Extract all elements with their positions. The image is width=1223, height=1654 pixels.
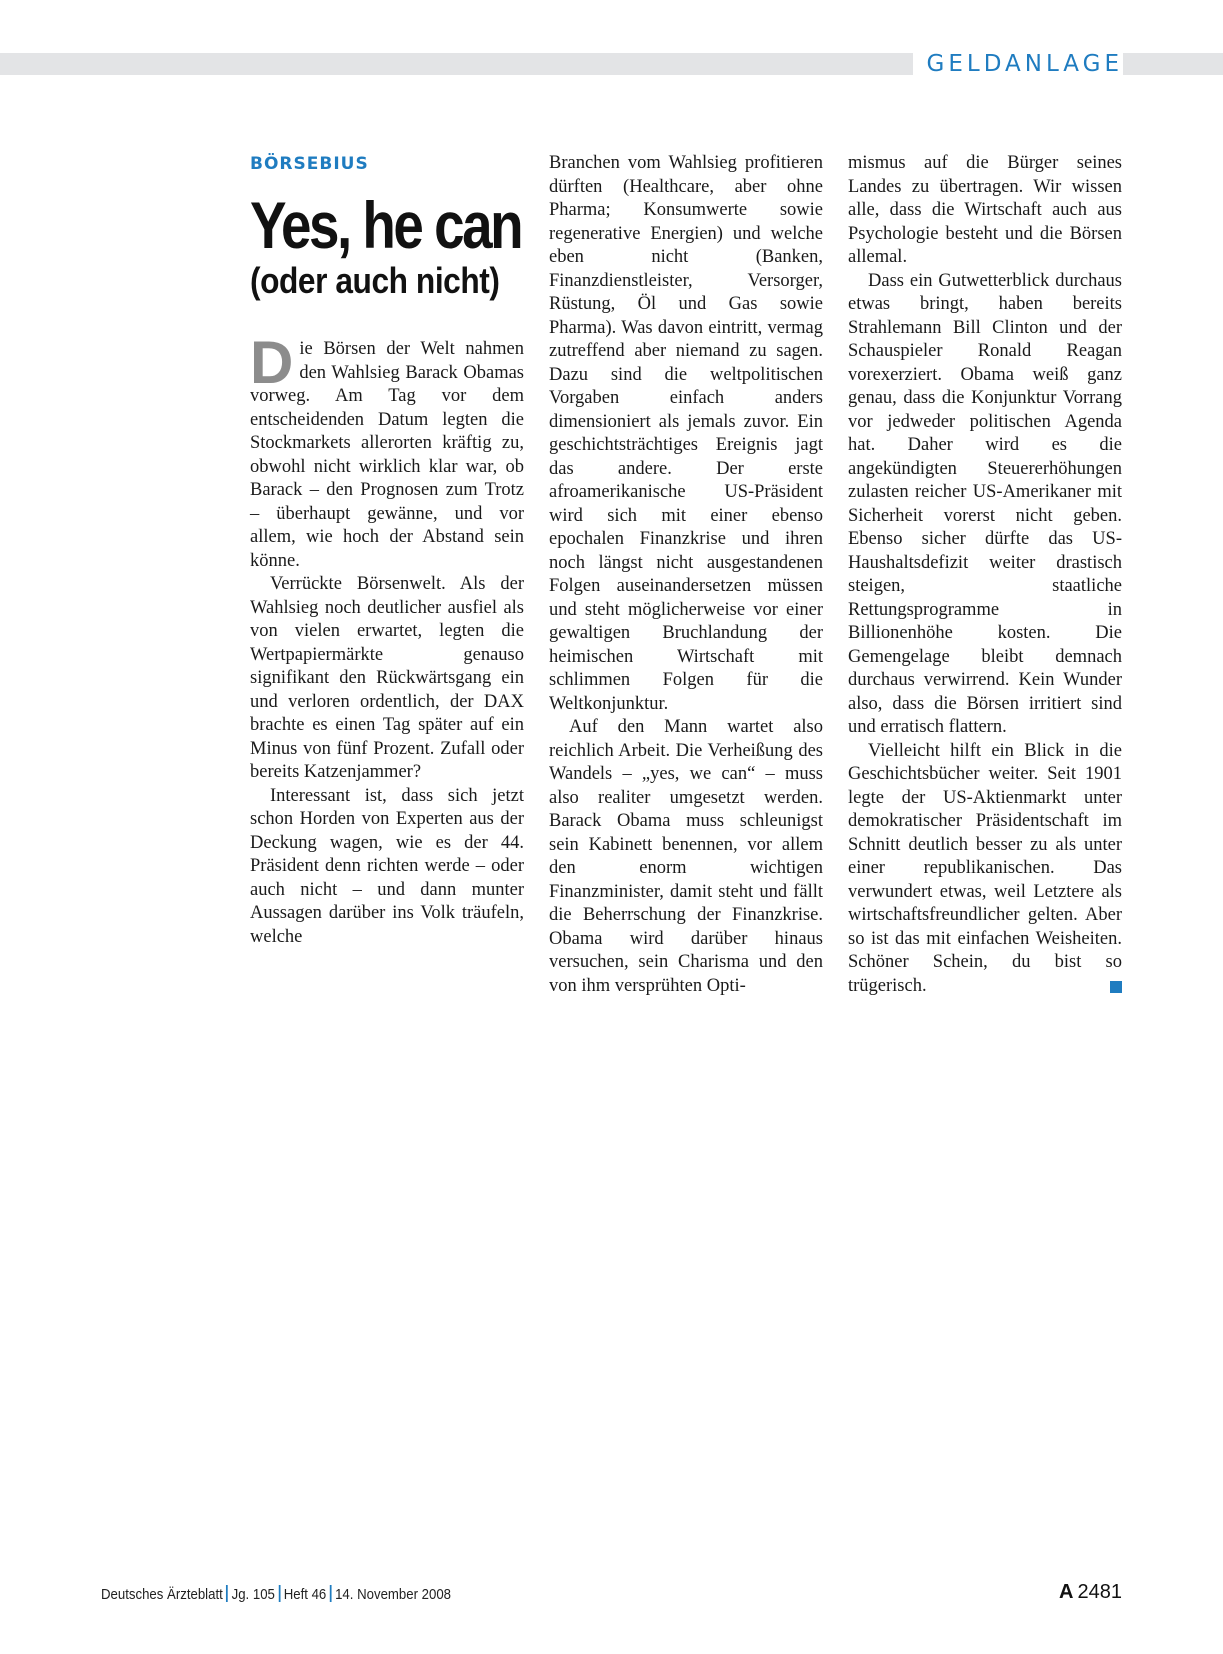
- journal-issue: Heft 46: [283, 1586, 327, 1603]
- page-prefix: A: [1059, 1581, 1074, 1603]
- paragraph: Auf den Mann wartet also reichlich Arbeit. Die Verheißung des Wandels – „yes, we can“ – muss also realiter umgesetzt werden. Barack Obama muss schleunigst sein Kabinett benennen, vor allem den enorm wichtigen Finanzminister, damit steht und fällt die Beherrschung der Finanzkrise. Obama wird darüber hinaus versuchen, sein Charisma und den von ihm versprühten Opti-: [549, 717, 823, 996]
- article-kicker: BÖRSEBIUS: [250, 154, 369, 174]
- paragraph-text: Vielleicht hilft ein Blick in die Geschichtsbücher weiter. Seit 1901 legte der US-Aktienmarkt unter demokratischer Präsidentschaft im Schnitt deutlich besser zu als unter einer republikanischen. Das verwundert etwas, weil Letztere als wirtschaftsfreundlicher gelten. Aber so ist das mit einfachen Weisheiten. Schöner Schein, du bist so trügerisch.: [848, 740, 1122, 996]
- paragraph: Dass ein Gutwetterblick durchaus etwas bringt, haben bereits Strahlemann Bill Clinton und der Schauspieler Ronald Reagan vorexerziert. Obama weiß ganz genau, dass die Konjunktur Vorrang vor jedweder politischen Agenda hat. Daher wird es die angekündigten Steuererhöhungen zulasten reicher US-Amerikaner mit Sicherheit vorerst nicht geben. Ebenso sicher dürfte das US-Haushaltsdefizit weiter drastisch steigen, staatliche Rettungsprogramme in Billionenhöhe kosten. Die Gemengelage bleibt demnach durchaus verwirrend. Kein Wunder also, dass die Börsen irritiert sind und erratisch flattern.: [848, 270, 1122, 737]
- journal-date: 14. November 2008: [335, 1586, 452, 1603]
- paragraph: Interessant ist, dass sich jetzt schon Horden von Experten aus der Deckung wagen, wie es der 44. Präsident denn richten werde – oder auch nicht – und dann munter Aussagen darüber ins Volk träufeln, welche: [250, 785, 524, 947]
- journal-name: Deutsches Ärzteblatt: [101, 1586, 223, 1603]
- paragraph: Verrückte Börsenwelt. Als der Wahlsieg noch deutlicher ausfiel als von vielen erwartet, legten die Wertpapiermärkte genauso signifikant den Rückwärtsgang ein und verloren ordentlich, der DAX brachte es einen Tag später auf ein Minus von fünf Prozent. Zufall oder bereits Katzenjammer?: [250, 574, 524, 782]
- article-column-2: [549, 152, 823, 998]
- paragraph-text: ie Börsen der Welt nahmen den Wahlsieg Barack Obamas vorweg. Am Tag vor dem entscheidenden Datum legten die Stockmarkets allerorten kräftig zu, obwohl nicht wirklich klar war, ob Barack – den Prognosen zum Trotz – überhaupt gewänne, und vor allem, wie hoch der Abstand sein könne.: [250, 339, 524, 571]
- separator: [278, 1585, 280, 1602]
- article-column-1: [250, 152, 524, 949]
- drop-cap: D: [250, 329, 294, 396]
- article-column-3: [848, 152, 1122, 998]
- page-number-value: 2481: [1077, 1581, 1122, 1603]
- paragraph: mismus auf die Bürger seines Landes zu übertragen. Wir wissen alle, dass die Wirtschaft auch aus Psychologie besteht und die Börsen allemal.: [848, 153, 1122, 267]
- page-number: [1059, 1581, 1122, 1604]
- article-subheadline: (oder auch nicht): [250, 260, 500, 301]
- paragraph: Branchen vom Wahlsieg profitieren dürften (Healthcare, aber ohne Pharma; Konsumwerte sowie regenerative Energien) und welche eben nicht (Banken, Finanzdienstleister, Versorger, Rüstung, Öl und Gas sowie Pharma). Was davon eintritt, vermag zutreffend aber niemand zu sagen. Dazu sind die weltpolitischen Vorgaben einfach anders dimensioniert als jemals zuvor. Ein geschichtsträchtiges Ereignis jagt das andere. Der erste afroamerikanische US-Präsident wird sich mit einer ebenso epochalen Finanzkrise und ihren noch längst nicht ausgestandenen Folgen auseinandersetzen müssen und steht möglicherweise vor einer gewaltigen Bruchlandung der heimischen Wirtschaft mit schlimmen Folgen für die Weltkonjunktur.: [549, 153, 823, 714]
- paragraph-last: [848, 740, 1122, 999]
- paragraph: [250, 329, 524, 573]
- end-mark-icon: [1110, 981, 1122, 993]
- article-headline: Yes, he can: [250, 188, 522, 262]
- separator: [330, 1585, 332, 1602]
- footer-citation: [101, 1585, 451, 1603]
- journal-volume: Jg. 105: [231, 1586, 275, 1603]
- section-label: GELDANLAGE: [913, 50, 1123, 78]
- separator: [226, 1585, 228, 1602]
